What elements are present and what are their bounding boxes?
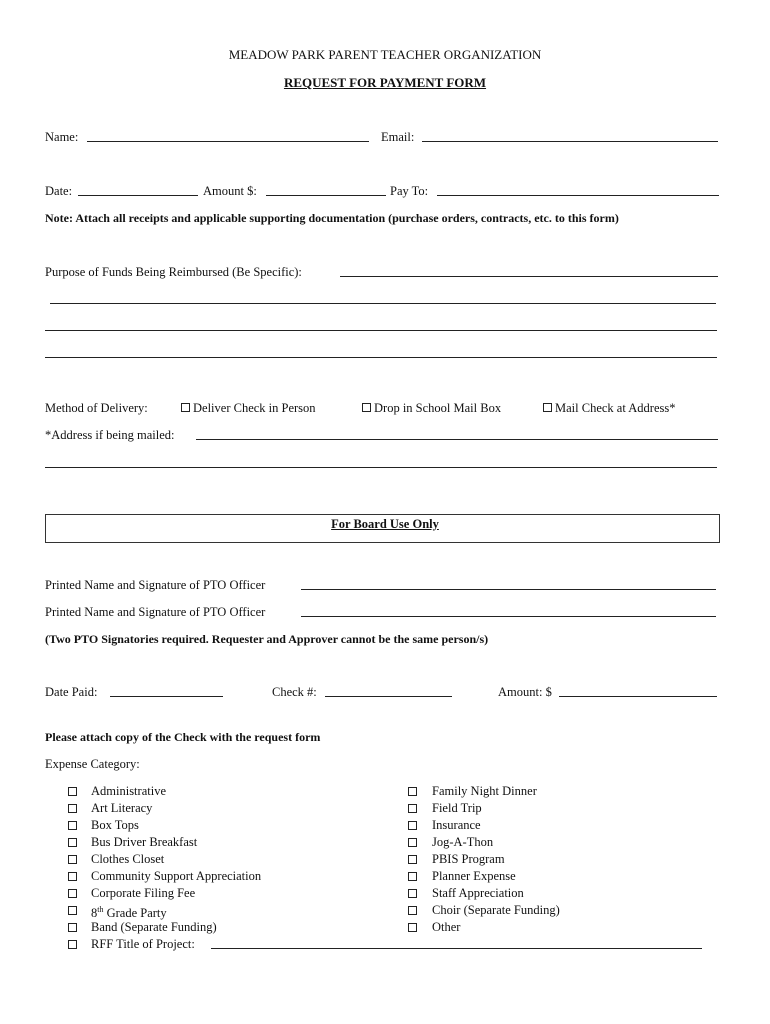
- checkbox-icon[interactable]: [408, 906, 417, 915]
- checkbox-icon[interactable]: [68, 889, 77, 898]
- email-label: Email:: [381, 130, 415, 144]
- date-label: Date:: [45, 184, 73, 198]
- date-paid-field[interactable]: [110, 696, 223, 697]
- expense-item: Insurance: [432, 818, 481, 832]
- name-label: Name:: [45, 130, 79, 144]
- checkbox-icon[interactable]: [408, 821, 417, 830]
- amount-label: Amount $:: [203, 184, 257, 198]
- expense-item: Corporate Filing Fee: [91, 886, 196, 900]
- expense-item: Field Trip: [432, 801, 482, 815]
- checkbox-icon[interactable]: [68, 872, 77, 881]
- purpose-field[interactable]: [340, 276, 718, 277]
- signatories-note: (Two PTO Signatories required. Requester and Approver cannot be the same person/s): [45, 632, 489, 646]
- checkbox-icon[interactable]: [68, 804, 77, 813]
- attachment-note: Note: Attach all receipts and applicable supporting documentation (purchase orders, contracts, etc. to this form): [45, 211, 619, 225]
- expense-item: RFF Title of Project:: [91, 937, 195, 951]
- address-line[interactable]: [45, 467, 717, 468]
- checkbox-icon[interactable]: [408, 838, 417, 847]
- delivery-option-mail-box[interactable]: Drop in School Mail Box: [362, 400, 501, 416]
- officer-signature-label-2: Printed Name and Signature of PTO Officer: [45, 605, 266, 619]
- project-title-field[interactable]: [211, 948, 702, 949]
- expense-item: Staff Appreciation: [432, 886, 524, 900]
- checkbox-icon[interactable]: [408, 889, 417, 898]
- officer-signature-field-2[interactable]: [301, 616, 716, 617]
- expense-item: Planner Expense: [432, 869, 516, 883]
- checkbox-icon[interactable]: [408, 787, 417, 796]
- expense-item: Art Literacy: [91, 801, 153, 815]
- paid-amount-label: Amount: $: [498, 685, 552, 699]
- expense-item: PBIS Program: [432, 852, 505, 866]
- expense-category-label: Expense Category:: [45, 757, 140, 771]
- expense-item: Clothes Closet: [91, 852, 165, 866]
- checkbox-icon[interactable]: [68, 838, 77, 847]
- check-number-label: Check #:: [272, 685, 317, 699]
- checkbox-icon[interactable]: [408, 804, 417, 813]
- purpose-line[interactable]: [45, 357, 717, 358]
- expense-item: Box Tops: [91, 818, 139, 832]
- expense-item: Community Support Appreciation: [91, 869, 262, 883]
- amount-field[interactable]: [266, 195, 386, 196]
- officer-signature-label-1: Printed Name and Signature of PTO Officer: [45, 578, 266, 592]
- expense-item: Administrative: [91, 784, 166, 798]
- payto-field[interactable]: [437, 195, 719, 196]
- checkbox-icon[interactable]: [68, 821, 77, 830]
- expense-item-grade-party: 8th Grade Party: [91, 905, 167, 921]
- delivery-option-mail-address[interactable]: Mail Check at Address*: [543, 400, 675, 416]
- expense-item: Band (Separate Funding): [91, 920, 217, 934]
- name-field[interactable]: [87, 141, 369, 142]
- board-use-title: For Board Use Only: [331, 517, 439, 531]
- purpose-line[interactable]: [45, 330, 717, 331]
- delivery-option-in-person[interactable]: Deliver Check in Person: [181, 400, 316, 416]
- address-field[interactable]: [196, 439, 718, 440]
- address-label: *Address if being mailed:: [45, 428, 175, 442]
- purpose-line[interactable]: [50, 303, 716, 304]
- purpose-label: Purpose of Funds Being Reimbursed (Be Specific):: [45, 265, 302, 279]
- organization-name: MEADOW PARK PARENT TEACHER ORGANIZATION: [228, 47, 542, 62]
- checkbox-icon[interactable]: [408, 872, 417, 881]
- expense-item: Bus Driver Breakfast: [91, 835, 198, 849]
- expense-item: Family Night Dinner: [432, 784, 537, 798]
- paid-amount-field[interactable]: [559, 696, 717, 697]
- checkbox-icon[interactable]: [543, 403, 552, 412]
- expense-item: Choir (Separate Funding): [432, 903, 560, 917]
- check-number-field[interactable]: [325, 696, 452, 697]
- checkbox-icon[interactable]: [68, 787, 77, 796]
- checkbox-icon[interactable]: [362, 403, 371, 412]
- delivery-label: Method of Delivery:: [45, 401, 148, 415]
- officer-signature-field-1[interactable]: [301, 589, 716, 590]
- form-title: REQUEST FOR PAYMENT FORM: [283, 75, 487, 90]
- date-paid-label: Date Paid:: [45, 685, 98, 699]
- attach-check-note: Please attach copy of the Check with the request form: [45, 730, 321, 744]
- payto-label: Pay To:: [390, 184, 429, 198]
- date-field[interactable]: [78, 195, 198, 196]
- checkbox-icon[interactable]: [68, 906, 77, 915]
- checkbox-icon[interactable]: [408, 855, 417, 864]
- checkbox-icon[interactable]: [68, 923, 77, 932]
- email-field[interactable]: [422, 141, 718, 142]
- checkbox-icon[interactable]: [68, 940, 77, 949]
- expense-item: Other: [432, 920, 461, 934]
- checkbox-icon[interactable]: [181, 403, 190, 412]
- checkbox-icon[interactable]: [68, 855, 77, 864]
- expense-item: Jog-A-Thon: [432, 835, 494, 849]
- checkbox-icon[interactable]: [408, 923, 417, 932]
